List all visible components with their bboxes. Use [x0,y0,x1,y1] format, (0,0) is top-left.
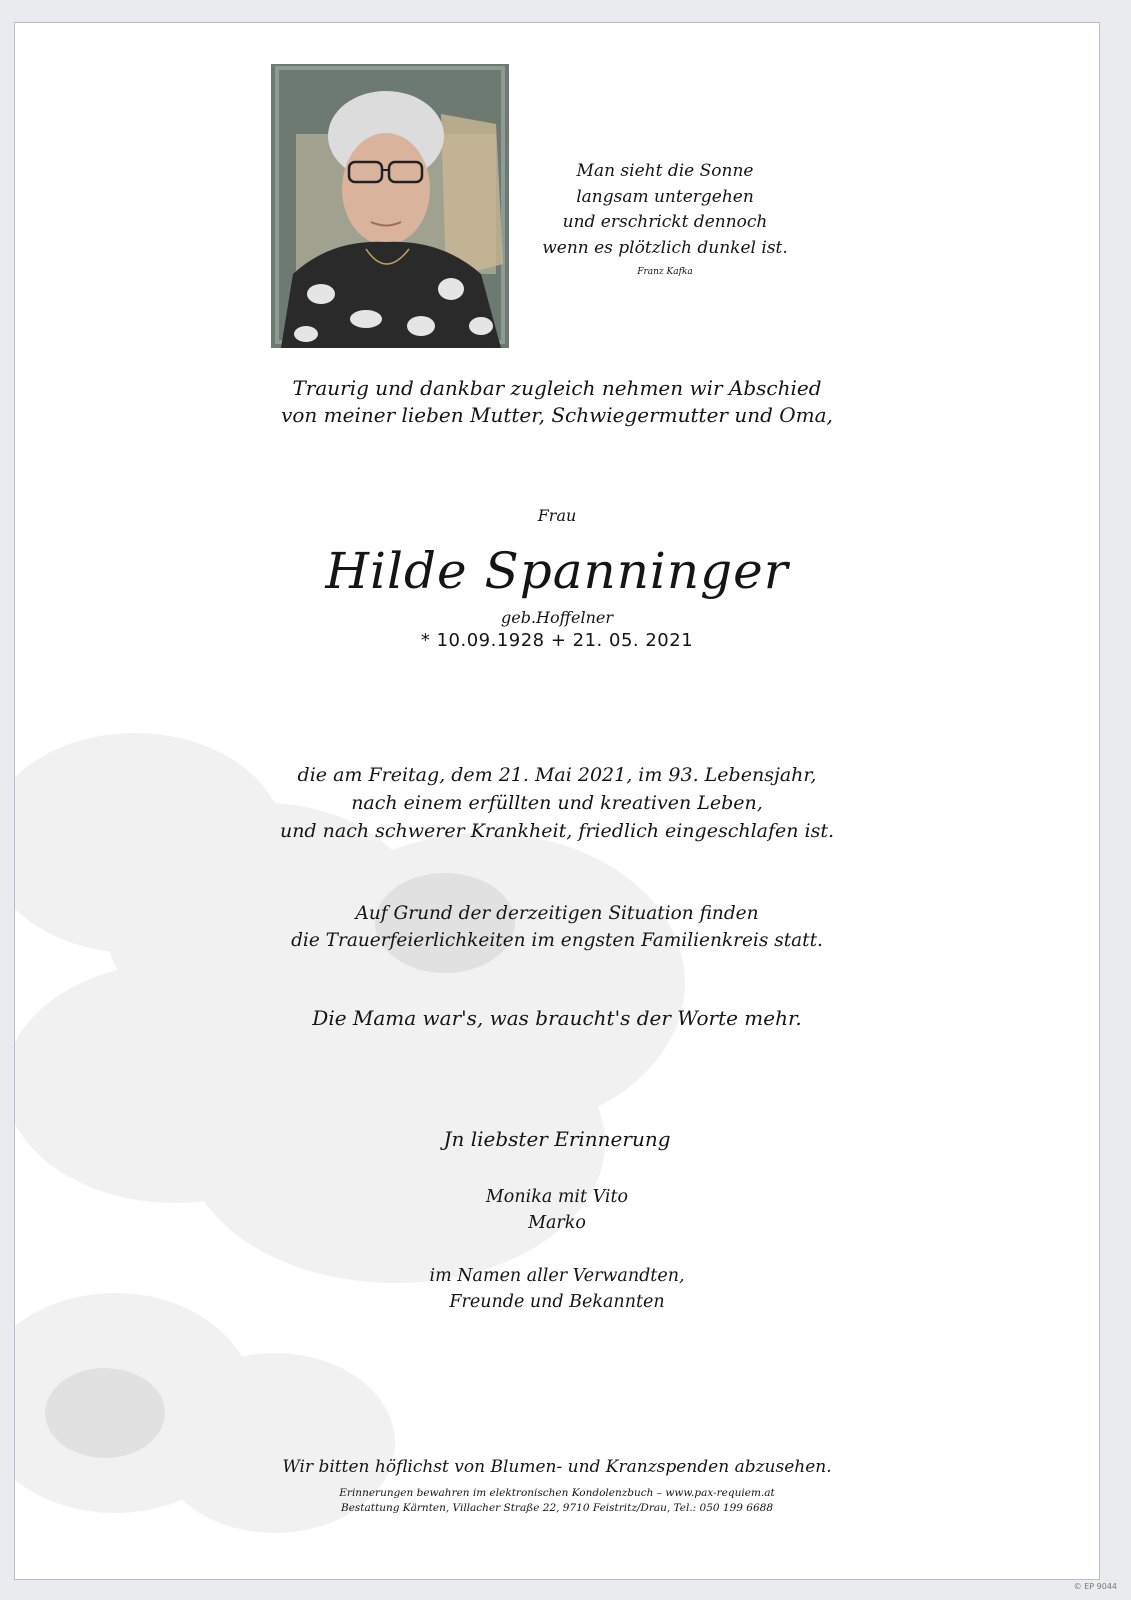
condolence-book-line: Erinnerungen bewahren im elektronischen Kondolenzbuch – www.pax-requiem.at [339,1487,775,1499]
deceased-name: Hilde Spanninger [325,542,789,600]
motto-text: Die Mama war's, was braucht's der Worte mehr. [312,1006,802,1030]
mourner-name: Marko [528,1213,586,1233]
poem-line: und erschrickt dennoch [562,212,768,232]
footer-info [15,1486,1099,1516]
intro-text: Traurig und dankbar zugleich nehmen wir Abschied von meiner lieben Mutter, Schwiegermutter und Oma, [281,376,833,427]
ceremony-text: Auf Grund der derzeitigen Situation finden die Trauerfeierlichkeiten im engsten Familienkreis statt. [291,903,823,951]
poem-line: wenn es plötzlich dunkel ist. [542,237,788,258]
kafka-poem [535,159,795,277]
closing-text: Jn liebster Erinnerung [443,1127,671,1151]
death-notice-text: die am Freitag, dem 21. Mai 2021, im 93. Lebensjahr, nach einem erfüllten und kreativen Leben, und nach schwerer Krankheit, friedlich eingeschlafen ist. [279,764,835,842]
birth-name: geb.Hoffelner [501,608,613,627]
poem-line: langsam untergehen [576,186,754,207]
obituary-sheet [14,22,1100,1580]
poem-line: Man sieht die Sonne [576,161,754,181]
flower-request: Wir bitten höflichst von Blumen- und Kranzspenden abzusehen. [282,1457,832,1477]
poem-author: Franz Kafka [637,267,693,277]
mourner-name: Monika mit Vito [485,1187,629,1207]
document-code: © EP 9044 [1073,1582,1117,1591]
relatives-text: im Namen aller Verwandten, Freunde und Bekannten [429,1266,685,1312]
portrait-photo [271,64,509,348]
funeral-home-line: Bestattung Kärnten, Villacher Straße 22, 9710 Feistritz/Drau, Tel.: 050 199 6688 [340,1502,774,1514]
life-dates: * 10.09.1928 + 21. 05. 2021 [420,630,694,651]
mourners-list [15,1184,1099,1236]
salutation: Frau [537,506,577,525]
